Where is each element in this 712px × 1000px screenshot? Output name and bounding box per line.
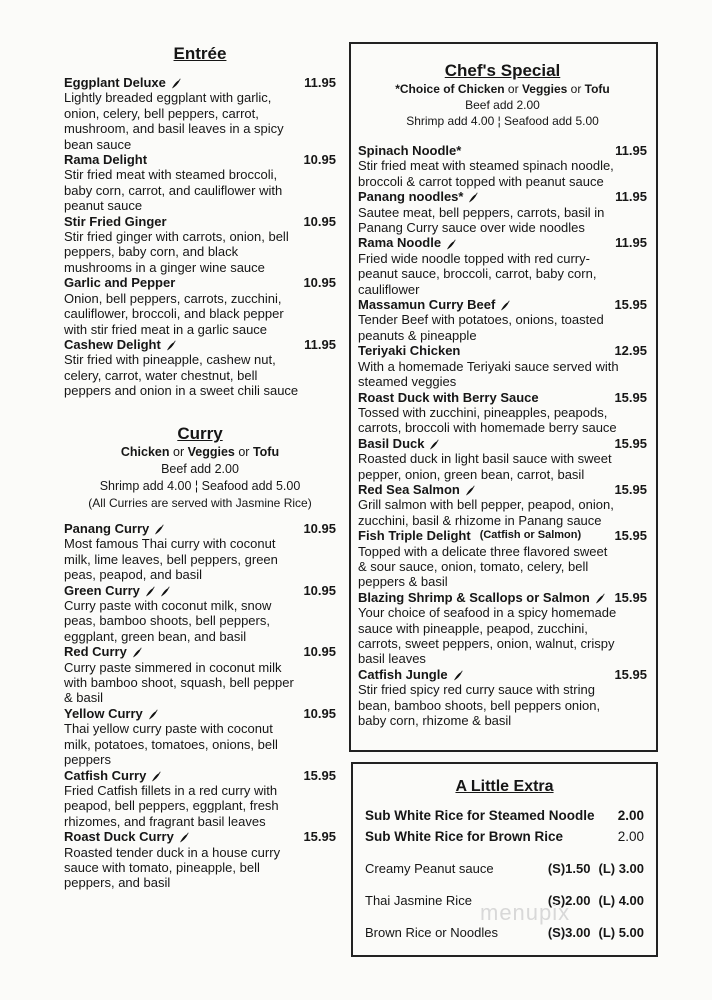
menu-item-name: Blazing Shrimp & Scallops or Salmon (358, 589, 590, 605)
menu-item-name: Teriyaki Chicken (358, 343, 461, 359)
menu-item-price: 10.95 (303, 582, 336, 598)
extra-item-large-price: (L) 3.00 (598, 861, 644, 876)
curry-list (64, 521, 336, 891)
extra-item-name: Sub White Rice for Brown Rice (365, 829, 564, 844)
menu-item-name: Red Sea Salmon (358, 481, 460, 497)
chili-pepper-icon (171, 77, 181, 88)
extra-item-small-price: (S)2.00 (547, 893, 591, 908)
menu-item-description: Curry paste simmered in coconut milk with bamboo shoot, squash, bell pepper & basil (64, 659, 294, 706)
menu-item-name: Roast Duck with Berry Sauce (358, 389, 539, 405)
menu-item-description: Tossed with zucchini, pineapples, peapods, carrots, broccoli with homemade berry sauce (358, 404, 617, 436)
menu-item-price: 10.95 (303, 152, 336, 168)
menu-item-price: 10.95 (303, 644, 336, 660)
extra-item-large-price: (L) 5.00 (598, 925, 644, 940)
extra-item (365, 808, 644, 823)
extra-item-name: Creamy Peanut sauce (365, 861, 494, 876)
chili-pepper-icon (500, 299, 510, 310)
menu-item-description: Thai yellow curry paste with coconut milk, potatoes, tomatoes, onions, bell peppers (64, 721, 278, 768)
menu-item (64, 644, 336, 706)
chili-pepper-icon (151, 770, 161, 781)
chefs-special-protein-choice (358, 81, 647, 97)
menu-item-price: 15.95 (303, 767, 336, 783)
menu-item (64, 583, 336, 645)
menu-item-price: 15.95 (614, 528, 647, 544)
menu-item-description: Stir fried meat with steamed spinach noodle, broccoli & carrot topped with peanut sauce (358, 158, 614, 189)
extra-item-small-price: (S)1.50 (547, 861, 591, 876)
menu-item-price: 15.95 (614, 666, 647, 682)
menu-item-header (64, 275, 336, 290)
extra-item-name: Thai Jasmine Rice (365, 893, 472, 908)
menu-item-price: 11.95 (615, 189, 647, 205)
menu-item-name: Cashew Delight (64, 336, 161, 352)
menu-item-price: 10.95 (303, 275, 336, 291)
menu-item-name: Roast Duck Curry (64, 829, 174, 845)
choice-chicken: *Choice of Chicken (395, 82, 505, 96)
menu-item-description: Onion, bell peppers, carrots, zucchini, cauliflower, broccoli, and black pepper with stir fried meat in a garlic sauce (64, 290, 284, 337)
menu-item (358, 235, 647, 297)
menu-item-price: 15.95 (614, 297, 647, 313)
menu-item-description: Sautee meat, bell peppers, carrots, basil in Panang Curry sauce over wide noodles (358, 204, 605, 236)
menu-item-description: Lightly breaded eggplant with garlic, onion, celery, bell peppers, carrot, mushroom, and basil leaves in a spicy bean sauce (64, 90, 284, 152)
menu-item-header (358, 482, 647, 497)
extra-item-price: 2.00 (617, 808, 644, 823)
menu-item (64, 768, 336, 830)
curry-title: Curry (177, 424, 223, 443)
chefs-special-box (349, 42, 658, 752)
menu-item-name: Rama Delight (64, 152, 148, 168)
menu-item-name: Eggplant Deluxe (64, 75, 166, 90)
chili-pepper-icon (446, 238, 456, 249)
chili-pepper-icon (132, 646, 142, 657)
menu-item-header (64, 706, 336, 721)
entree-section (64, 44, 336, 399)
menu-item-price: 15.95 (303, 829, 336, 845)
curry-section (64, 424, 336, 891)
menu-item-description: Stir fried with pineapple, cashew nut, celery, carrot, water chestnut, bell peppers and onion in a sweet chili sauce (64, 352, 299, 399)
menu-item-name: Basil Duck (358, 435, 425, 451)
menu-item-header (358, 667, 647, 682)
extra-item-small-price: (S)3.00 (547, 925, 591, 940)
menu-item (358, 390, 647, 436)
menu-item-header (358, 189, 647, 204)
menu-item-description: Roasted duck in light basil sauce with sweet pepper, onion, green bean, carrot, basil (358, 451, 612, 482)
menu-item-price: 15.95 (614, 389, 647, 405)
menu-item-header (64, 829, 336, 844)
extra-item-large-price: (L) 4.00 (598, 893, 644, 908)
chili-pepper-icon (179, 831, 189, 842)
menu-item-header (358, 590, 647, 605)
menu-item (358, 436, 647, 482)
menu-item-description: Roasted tender duck in a house curry sauce with tomato, pineapple, bell peppers, and basil (64, 844, 281, 891)
menu-item-name: Catfish Jungle (358, 666, 448, 682)
menu-item-header (358, 343, 647, 358)
chili-pepper-icon (145, 585, 155, 596)
menu-item-description: Grill salmon with bell pepper, peapod, onion, zucchini, basil & rhizome in Panang sauce (358, 497, 614, 528)
curry-protein-choice (64, 444, 336, 461)
menu-item-price: 10.95 (303, 213, 336, 229)
chili-pepper-icon (160, 585, 170, 596)
menu-item-description: Stir fried meat with steamed broccoli, baby corn, carrot, and cauliflower with peanut sauce (64, 167, 283, 214)
menu-item-price: 11.95 (304, 336, 336, 352)
menu-item (64, 521, 336, 583)
menu-item-price: 11.95 (304, 75, 336, 90)
menu-item-header (358, 235, 647, 250)
menu-item-price: 10.95 (303, 521, 336, 536)
choice-or: or (507, 82, 519, 96)
extra-item (365, 925, 644, 940)
menu-item-name: Massamun Curry Beef (358, 297, 496, 313)
menu-item (64, 152, 336, 214)
menu-item-description: Topped with a delicate three flavored sweet & sour sauce, onion, tomato, celery, bell peppers & basil (358, 543, 608, 590)
menu-item-price: 15.95 (614, 481, 647, 497)
menu-item-price: 12.95 (614, 343, 647, 359)
menu-item-name: Panang noodles* (358, 189, 464, 205)
menu-item-note: (Catfish or Salmon) (479, 529, 582, 542)
menu-item-description: Tender Beef with potatoes, onions, toasted peanuts & pineapple (358, 312, 604, 343)
choice-tofu: Tofu (584, 82, 610, 96)
chefs-special-seafood-addon: Shrimp add 4.00 ¦ Seafood add 5.00 (406, 114, 599, 128)
chefs-special-title: Chef's Special (444, 61, 561, 80)
menu-item-price: 15.95 (614, 435, 647, 451)
menu-item-header (64, 768, 336, 783)
menu-item-name: Yellow Curry (64, 705, 143, 721)
menu-item-header (64, 75, 336, 90)
curry-seafood-addon: Shrimp add 4.00 ¦ Seafood add 5.00 (99, 479, 301, 493)
menu-item-name: Panang Curry (64, 521, 150, 536)
chili-pepper-icon (154, 523, 164, 534)
extra-item-name: Sub White Rice for Steamed Noodle (365, 808, 595, 823)
menu-item-name: Stir Fried Ginger (64, 213, 167, 229)
extra-item-price: 2.00 (617, 829, 644, 844)
choice-veggies: Veggies (187, 445, 235, 459)
extras-title: A Little Extra (455, 778, 554, 795)
menu-item (64, 337, 336, 399)
choice-chicken: Chicken (120, 445, 170, 459)
menu-item (358, 143, 647, 189)
menu-item (358, 189, 647, 235)
choice-or: or (238, 445, 250, 459)
menu-item (358, 528, 647, 590)
menu-item (64, 275, 336, 337)
extra-item-name: Brown Rice or Noodles (365, 925, 498, 940)
chili-pepper-icon (595, 592, 605, 603)
menu-item (358, 667, 647, 729)
menu-item-header (64, 214, 336, 229)
menu-item-description: Fried wide noodle topped with red curry- peanut sauce, broccoli, carrot, baby corn, cauliflower (358, 250, 597, 297)
menu-item-description: Most famous Thai curry with coconut milk, lime leaves, bell peppers, green peas, peapod, and basil (64, 536, 278, 583)
chili-pepper-icon (166, 339, 176, 350)
extras-box (351, 762, 658, 957)
menu-item-header (358, 436, 647, 451)
entree-list (64, 75, 336, 399)
menu-item-price: 15.95 (614, 589, 647, 605)
menu-item-name: Garlic and Pepper (64, 275, 176, 291)
choice-veggies: Veggies (521, 82, 568, 96)
menu-item-header (358, 297, 647, 312)
menu-item-name: Fish Triple Delight (358, 528, 471, 544)
menu-item-header (64, 644, 336, 659)
menu-item (358, 482, 647, 528)
choice-tofu: Tofu (252, 445, 280, 459)
menu-item-header (358, 143, 647, 158)
choice-or: or (173, 445, 185, 459)
menu-item (64, 75, 336, 152)
chili-pepper-icon (468, 191, 478, 202)
chili-pepper-icon (429, 438, 439, 449)
menu-item-header (64, 583, 336, 598)
menu-item-header (64, 152, 336, 167)
chili-pepper-icon (465, 484, 475, 495)
menu-item (64, 829, 336, 891)
menu-item-header (64, 521, 336, 536)
menu-item-name: Catfish Curry (64, 767, 147, 783)
chefs-special-beef-addon: Beef add 2.00 (465, 98, 540, 112)
menu-item (358, 297, 647, 343)
extra-item (365, 829, 644, 844)
menu-item-name: Red Curry (64, 644, 127, 660)
menu-item-header (64, 337, 336, 352)
extra-item (365, 861, 644, 876)
menu-item-description: Stir fried ginger with carrots, onion, bell peppers, baby corn, and black mushrooms in a ginger wine sauce (64, 229, 289, 275)
menu-item-name: Green Curry (64, 582, 140, 598)
menu-item-description: With a homemade Teriyaki sauce served with steamed veggies (358, 358, 619, 390)
chefs-special-list (358, 143, 647, 728)
menu-item-description: Your choice of seafood in a spicy homemade sauce with pineapple, peapod, zucchini, carrots, sweet peppers, onion, walnut, crispy basil leaves (358, 605, 617, 667)
curry-beef-addon: Beef add 2.00 (161, 462, 239, 476)
menu-item (64, 706, 336, 768)
menu-item (358, 590, 647, 667)
menu-item-price: 11.95 (615, 143, 647, 158)
entree-title: Entrée (173, 44, 227, 63)
menu-item-name: Spinach Noodle* (358, 143, 462, 158)
menu-item-description: Stir fried spicy red curry sauce with string bean, bamboo shoots, bell peppers onion, baby corn, rhizome & basil (358, 682, 601, 729)
menu-item-header (358, 528, 647, 543)
menu-item-price: 11.95 (615, 235, 647, 251)
watermark: menupix (480, 900, 571, 925)
menu-item (358, 343, 647, 389)
chili-pepper-icon (148, 708, 158, 719)
curry-rice-note: (All Curries are served with Jasmine Rice) (88, 496, 312, 510)
menu-item-header (358, 390, 647, 405)
menu-item-price: 10.95 (303, 705, 336, 721)
menu-item (64, 214, 336, 276)
chili-pepper-icon (453, 669, 463, 680)
choice-or: or (570, 82, 582, 96)
menu-item-name: Rama Noodle (358, 235, 442, 251)
menu-item-description: Curry paste with coconut milk, snow peas, bamboo shoots, bell peppers, eggplant, green bean, and basil (64, 598, 272, 644)
menu-item-description: Fried Catfish fillets in a red curry with peapod, bell peppers, eggplant, fresh rhizomes, and fragrant basil leaves (64, 782, 279, 829)
